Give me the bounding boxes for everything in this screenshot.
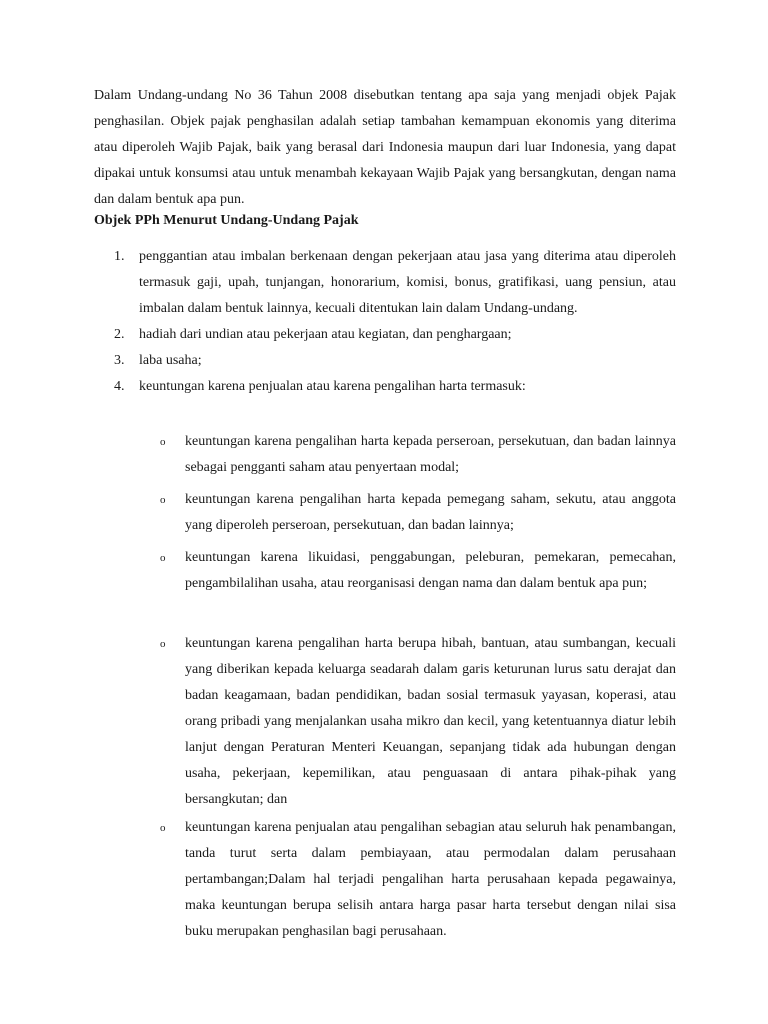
list-number: 4. bbox=[114, 379, 125, 394]
list-number: 3. bbox=[114, 353, 125, 368]
list-text: hadiah dari undian atau pekerjaan atau kegiatan, dan penghargaan; bbox=[139, 327, 512, 342]
sub-list-item bbox=[160, 545, 676, 597]
sub-list-text: keuntungan karena likuidasi, penggabungan, peleburan, pemekaran, pemecahan, pengambilalihan usaha, atau reorganisasi dengan nama dan dalam bentuk apa pun; bbox=[185, 550, 676, 591]
list-number: 2. bbox=[114, 327, 125, 342]
sub-list-item bbox=[160, 429, 676, 481]
list-text: penggantian atau imbalan berkenaan dengan pekerjaan atau jasa yang diterima atau diperoleh termasuk gaji, upah, tunjangan, honorarium, komisi, bonus, gratifikasi, uang pensiun, atau imbalan dalam bentuk lainnya, kecuali ditentukan lain dalam Undang-undang. bbox=[139, 249, 676, 316]
section-heading: Objek PPh Menurut Undang-Undang Pajak bbox=[94, 213, 359, 228]
list-text: keuntungan karena penjualan atau karena pengalihan harta termasuk: bbox=[139, 379, 526, 394]
sub-list-text: keuntungan karena penjualan atau pengalihan sebagian atau seluruh hak penambangan, tanda turut serta dalam pembiayaan, atau permodalan dalam perusahaan pertambangan;Dalam hal terjadi pengalihan harta perusahaan kepada pegawainya, maka keuntungan berupa selisih antara harga pasar harta tersebut dengan nilai sisa buku merupakan penghasilan bagi perusahaan. bbox=[185, 820, 676, 939]
bullet-marker: o bbox=[160, 638, 166, 650]
list-item bbox=[94, 374, 676, 400]
list-item bbox=[94, 322, 676, 348]
sub-list-text: keuntungan karena pengalihan harta berupa hibah, bantuan, atau sumbangan, kecuali yang diberikan kepada keluarga seadarah dalam garis keturunan lurus satu derajat dan badan keagamaan, badan pendidikan, badan sosial termasuk yayasan, koperasi, atau orang pribadi yang menjalankan usaha mikro dan kecil, yang ketentuannya diatur lebih lanjut dengan Peraturan Menteri Keuangan, sepanjang tidak ada hubungan dengan usaha, pekerjaan, kepemilikan, atau penguasaan di antara pihak-pihak yang bersangkutan; dan bbox=[185, 636, 676, 807]
sub-list-item bbox=[160, 815, 676, 945]
list-item bbox=[94, 348, 676, 374]
sub-list-item bbox=[160, 631, 676, 813]
sub-list-item bbox=[160, 487, 676, 539]
bullet-marker: o bbox=[160, 822, 166, 834]
bullet-marker: o bbox=[160, 436, 166, 448]
intro-paragraph: Dalam Undang-undang No 36 Tahun 2008 disebutkan tentang apa saja yang menjadi objek Pajak penghasilan. Objek pajak penghasilan adalah setiap tambahan kemampuan ekonomis yang diterima atau diperoleh Wajib Pajak, baik yang berasal dari Indonesia maupun dari luar Indonesia, yang dapat dipakai untuk konsumsi atau untuk menambah kekayaan Wajib Pajak yang bersangkutan, dengan nama dan dalam bentuk apa pun. bbox=[94, 88, 676, 207]
bullet-marker: o bbox=[160, 552, 166, 564]
list-text: laba usaha; bbox=[139, 353, 202, 368]
list-item bbox=[94, 244, 676, 322]
list-number: 1. bbox=[114, 249, 125, 264]
sub-list-text: keuntungan karena pengalihan harta kepada perseroan, persekutuan, dan badan lainnya sebagai pengganti saham atau penyertaan modal; bbox=[185, 434, 676, 475]
numbered-list bbox=[94, 244, 676, 400]
sub-list-text: keuntungan karena pengalihan harta kepada pemegang saham, sekutu, atau anggota yang diperoleh perseroan, persekutuan, dan badan lainnya; bbox=[185, 492, 676, 533]
bullet-marker: o bbox=[160, 494, 166, 506]
